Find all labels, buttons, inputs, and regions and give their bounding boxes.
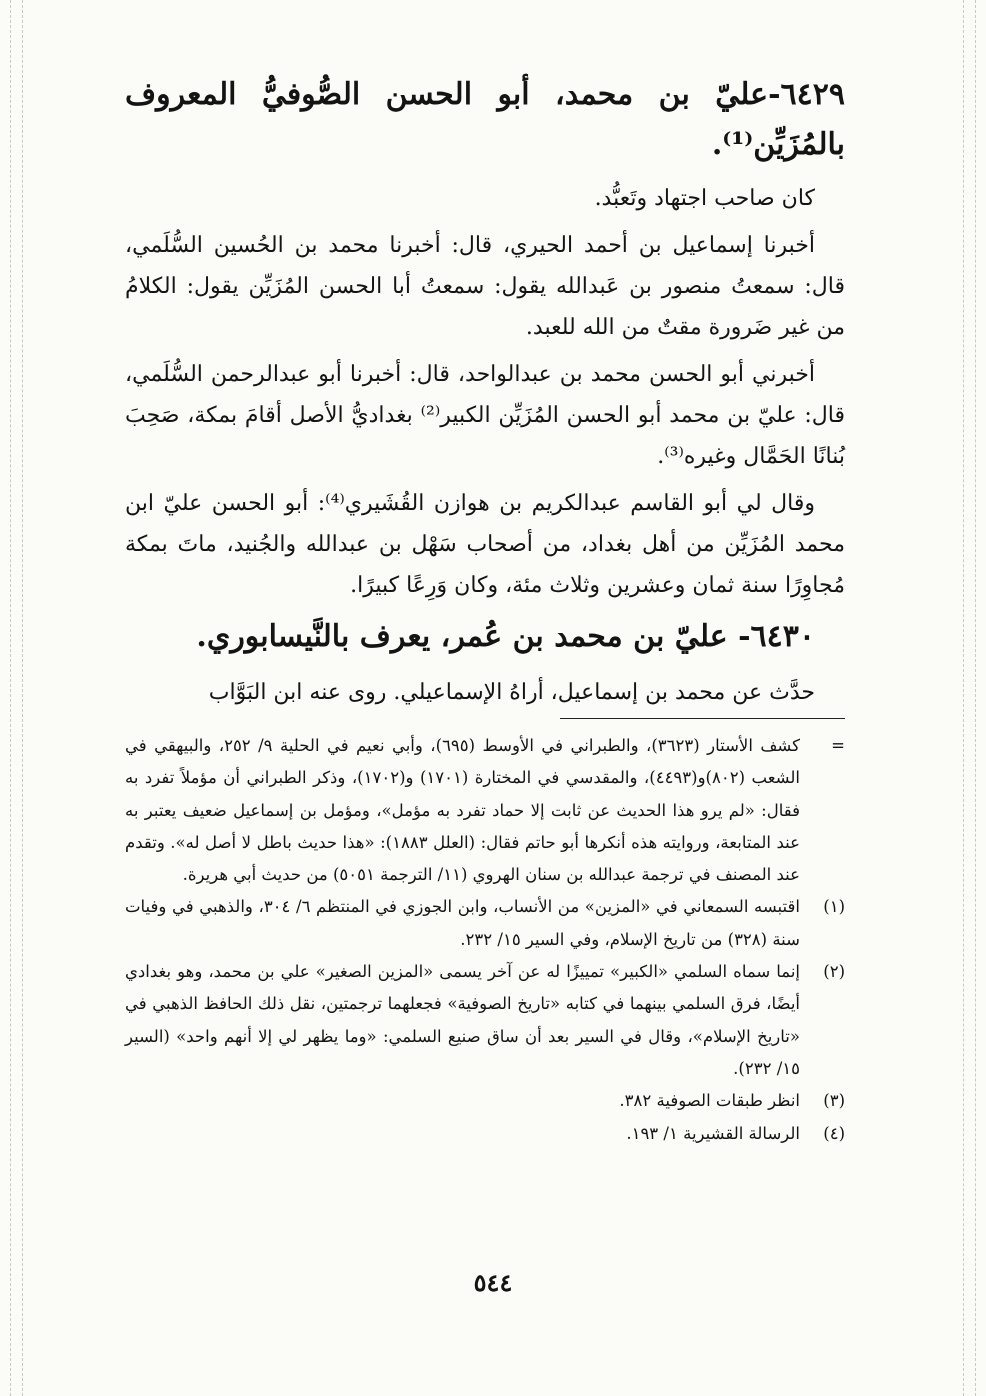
entry-6429-paragraph: أخبرني أبو الحسن محمد بن عبدالواحد، قال: أخبرنا أبو عبدالرحمن السُّلَمي، قال: عليّ بن محمد أبو الحسن المُزَيِّن الكبير⁽²⁾ بغداديُّ الأصل أقامَ بمكة، صَحِبَ بُنانًا الحَمَّال وغيره⁽³⁾. — [125, 362, 845, 469]
footnote-number: (٤) — [823, 1123, 845, 1143]
footnote-number: (١) — [823, 897, 845, 917]
footnote-text: كشف الأستار (٣٦٢٣)، والطبراني في الأوسط (٦٩٥)، وأبي نعيم في الحلية ٩/ ٢٥٢، والبيهقي في الشعب (٨٠٢)و(٤٤٩٣)، والمقدسي في المختارة (١٧٠١) و(١٧٠٢)، وذكر الطبراني أن مؤملاً تفرد به فقال: «لم يرو هذا الحديث عن ثابت إلا حماد تفرد به مؤمل»، ومؤمل بن إسماعيل ضعيف يعتبر به عند المتابعة، وروايته هذه أنكرها أبو حاتم فقال: (العلل ١٨٨٣): «هذا حديث باطل لا أصل له». وتقدم عند المصنف في ترجمة عبدالله بن سنان الهروي (١١/ الترجمة ٥٠٥١) من حديث أبي هريرة. — [125, 736, 800, 885]
page-number: ٥٤٤ — [473, 1268, 513, 1297]
footnote-text: إنما سماه السلمي «الكبير» تمييزًا له عن آخر يسمى «المزين الصغير» علي بن محمد، وهو بغدادي أيضًا، فرق السلمي بينهما في كتابه «تاريخ الصوفية» فجعلهما ترجمتين، نقل ذلك الحافظ الذهبي في «تاريخ الإسلام»، وقال في السير بعد أن ساق صنيع السلمي: «وما يظهر لي إلا أنهم واحد» (السير ١٥/ ٢٣٢). — [125, 962, 800, 1078]
entry-6429-paragraph: وقال لي أبو القاسم عبدالكريم بن هوازن القُشَيري⁽⁴⁾: أبو الحسن عليّ ابن محمد المُزَيِّن من أهل بغداد، من أصحاب سَهْل بن عبدالله والجُنيد، ماتَ بمكة مُجاوِرًا سنة ثمان وعشرين وثلاث مئة، وكان وَرِعًا كبيرًا. — [125, 491, 845, 598]
footnote-text: الرسالة القشيرية ١/ ١٩٣. — [626, 1123, 800, 1143]
footnote-4 — [125, 1118, 845, 1150]
footnote-separator — [560, 718, 845, 719]
entry-6429-paragraph: كان صاحب اجتهاد وتَعبُّد. — [594, 186, 815, 211]
scan-margin-line — [963, 0, 964, 1396]
footnote-text: انظر طبقات الصوفية ٣٨٢. — [619, 1091, 800, 1111]
footnote-1 — [125, 891, 845, 956]
footnote-2 — [125, 956, 845, 1085]
entry-6430-paragraph: حدَّث عن محمد بن إسماعيل، أراهُ الإسماعيلي. روى عنه ابن البَوَّاب — [208, 680, 815, 705]
footnote-text: اقتبسه السمعاني في «المزين» من الأنساب، وابن الجوزي في المنتظم ٦/ ٣٠٤، والذهبي في وفيات سنة (٣٢٨) من تاريخ الإسلام، وفي السير ١٥/ ٢٣٢. — [125, 897, 800, 949]
page-body — [125, 70, 845, 719]
footnote-number: (٢) — [823, 962, 845, 982]
footnote-number: (٣) — [823, 1091, 845, 1111]
footnote-3 — [125, 1085, 845, 1117]
entry-title-6429: ٦٤٢٩-عليّ بن محمد، أبو الحسن الصُّوفيُّ المعروف بالمُزَيِّن⁽¹⁾. — [125, 77, 845, 162]
scan-margin-line — [10, 0, 11, 1396]
scan-margin-line — [975, 0, 976, 1396]
footnotes — [125, 730, 845, 1150]
footnote-continued — [125, 730, 845, 891]
scan-margin-line — [22, 0, 23, 1396]
entry-6429-paragraph: أخبرنا إسماعيل بن أحمد الحيري، قال: أخبرنا محمد بن الحُسين السُّلَمي، قال: سمعتُ منصور بن عَبدالله يقول: سمعتُ أبا الحسن المُزَيِّن يقول: الكلامُ من غير ضَرورة مقتٌ من الله للعبد. — [125, 233, 845, 340]
footnote-number: = — [831, 736, 845, 755]
entry-title-6430: ٦٤٣٠- عليّ بن محمد بن عُمر، يعرف بالنَّيسابوري. — [196, 619, 815, 654]
